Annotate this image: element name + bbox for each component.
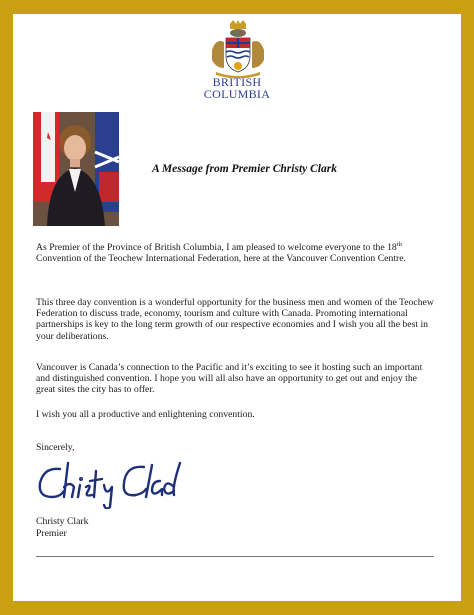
paragraph-welcome: As Premier of the Province of British Columbia, I am pleased to welcome everyone to the 18th Convention of the Teochew International Federation, here at the Vancouver Convention Centre. (36, 240, 406, 265)
letterhead-line-2: COLUMBIA (203, 87, 271, 101)
signature (34, 457, 194, 509)
signer-name: Christy Clark (36, 516, 89, 527)
paragraph-wishes: I wish you all a productive and enlightening convention. (36, 409, 255, 420)
message-title: A Message from Premier Christy Clark (152, 163, 337, 175)
signer-title: Premier (36, 528, 67, 539)
paragraph-vancouver: Vancouver is Canada’s connection to the Pacific and it’s exciting to see it hosting such an important and distinguished convention. I hope you will all also have an opportunity to get out and enjoy the great sites the city has to offer. (36, 362, 423, 396)
letterhead-line-1: BRITISH (212, 75, 262, 89)
closing: Sincerely, (36, 442, 75, 453)
premier-photo (33, 112, 119, 226)
bottom-rule (36, 556, 434, 557)
paragraph-convention: This three day convention is a wonderful opportunity for the business men and women of the Teochew Federation to discuss trade, economy, tourism and culture with Canada. Promoting international partnerships is key to the long term growth of our respective economies and I wish you all the best in your deliberations. (36, 297, 434, 342)
bc-coat-of-arms-icon (206, 20, 270, 78)
